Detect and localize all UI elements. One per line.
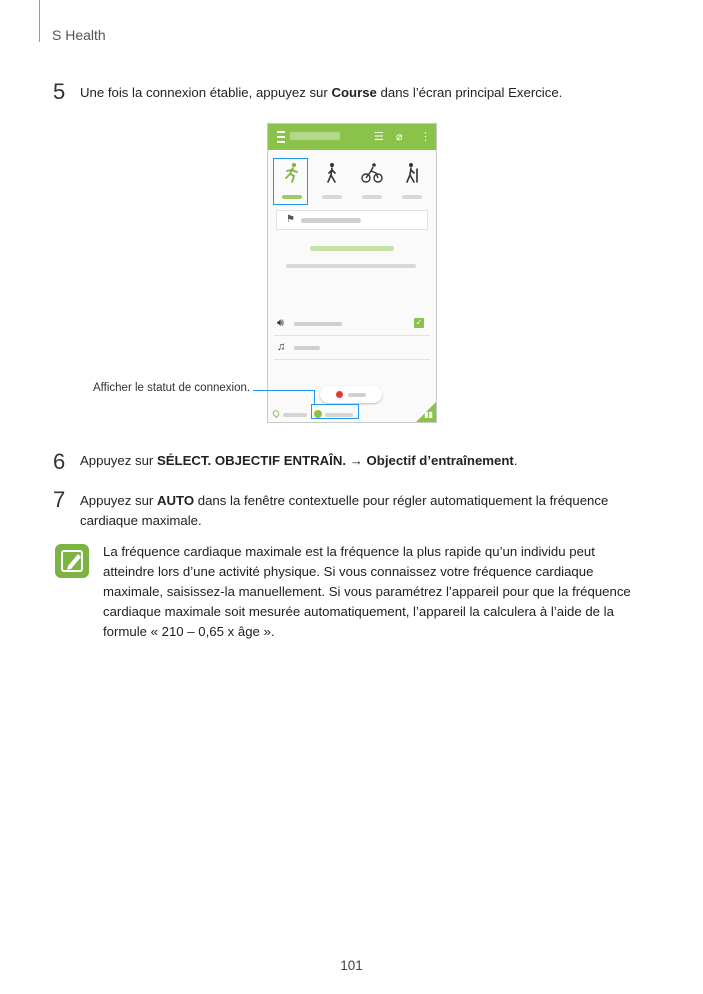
chart-icon: ▮▮ [424, 410, 433, 419]
activity-cycling [356, 159, 388, 205]
activity-label [362, 195, 382, 199]
app-bar [268, 124, 436, 150]
start-label [348, 393, 366, 397]
section-title: S Health [52, 27, 106, 43]
goal-heading [310, 246, 394, 251]
flag-icon: ⚑ [286, 214, 295, 225]
row-label [294, 322, 342, 326]
speaker-icon: 🔊︎ [277, 317, 284, 329]
step-text-part: Appuyez sur [80, 493, 157, 508]
checkbox-icon: ✓ [415, 318, 423, 327]
step-keyword: Course [331, 85, 377, 100]
callout-text: Afficher le statut de connexion. [93, 382, 251, 394]
step-text-part: . [513, 453, 518, 468]
arrow-icon: → [346, 453, 367, 468]
step-keyword: Objectif d’entraînement [366, 453, 514, 468]
goal-card [276, 210, 428, 230]
more-icon: ⋮ [420, 131, 431, 143]
step-number: 7 [53, 487, 66, 512]
status-highlight [311, 404, 359, 419]
link-icon: ⌀ [396, 131, 403, 143]
note-text: La fréquence cardiaque maximale est la fréquence la plus rapide qu’un individu peut atteindre lors d’une activité physique. Si vous connaissez votre fréquence cardiaque maximale, saisissez-la manuellement. Si vous paramétrez l’appareil pour que la fréquence cardiaque maximale soit mesurée automatiquement, l’appareil la calculera à l’aide de la formule « 210 – 0,65 x âge ». [103, 544, 631, 639]
audio-guide-row [274, 313, 430, 336]
step-text-part: Une fois la connexion établie, appuyez sur [80, 85, 332, 100]
menu-icon [277, 131, 285, 143]
status-label [283, 413, 307, 417]
pencil-icon [55, 544, 89, 578]
step-text-part: dans l’écran principal Exercice. [376, 85, 563, 100]
goal-subtext [286, 264, 416, 268]
step-5-text [80, 83, 640, 103]
list-icon: ☰ [374, 131, 384, 143]
walking-icon [320, 161, 344, 185]
selection-highlight [273, 158, 308, 205]
app-bar-title [290, 132, 340, 140]
step-text-part: Appuyez sur [80, 453, 157, 468]
cycling-icon [360, 161, 384, 185]
note-icon [55, 544, 89, 578]
goal-label [301, 218, 361, 223]
header-rule [39, 0, 40, 42]
step-text-part: dans la fenêtre contextuelle pour régler automatiquement la fréquence cardiaque maximale. [80, 493, 609, 528]
callout-line [253, 390, 315, 404]
step-7-text [80, 491, 640, 531]
activity-label [322, 195, 342, 199]
activity-label [402, 195, 422, 199]
music-row [274, 337, 430, 360]
step-number: 5 [53, 79, 66, 104]
music-icon: ♫ [277, 341, 286, 353]
step-6-text [80, 451, 640, 471]
start-button [320, 386, 382, 403]
location-icon [271, 409, 280, 418]
hiking-icon [400, 161, 424, 185]
step-keyword: AUTO [156, 493, 195, 508]
activity-walking [316, 159, 348, 205]
step-number: 6 [53, 449, 66, 474]
step-keyword: SÉLECT. OBJECTIF ENTRAÎN. [156, 453, 347, 468]
activity-hiking [396, 159, 428, 205]
page-number: 101 [340, 958, 363, 973]
row-label [294, 346, 320, 350]
record-icon [336, 391, 343, 398]
